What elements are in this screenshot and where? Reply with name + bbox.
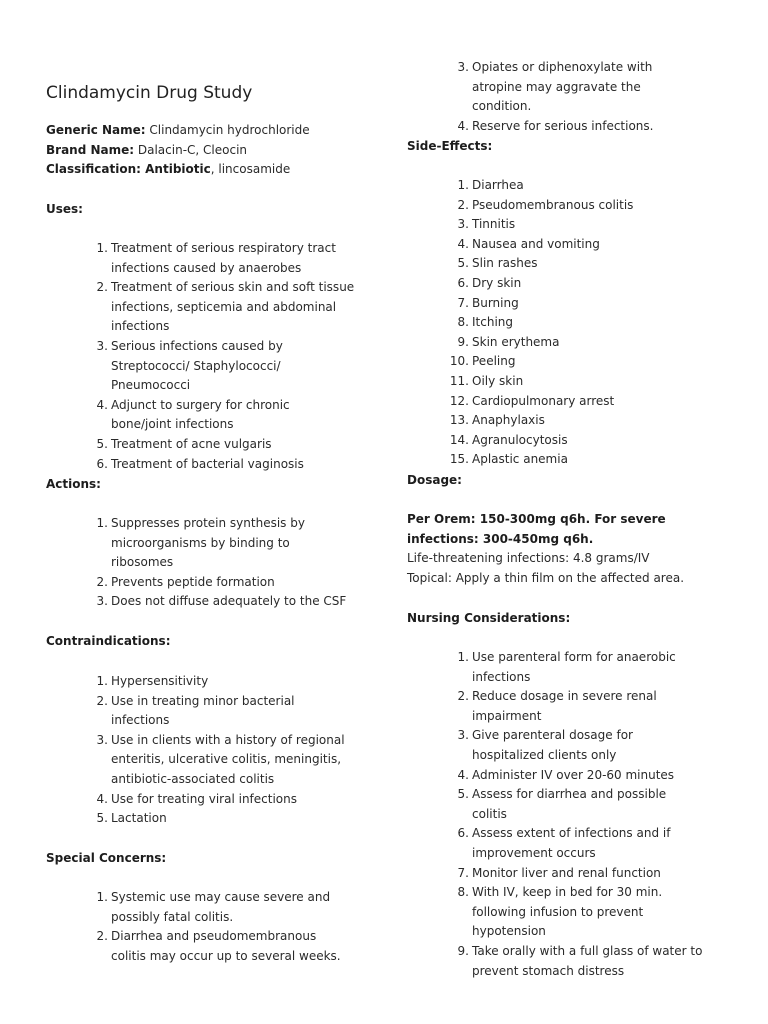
generic-name-value: Clindamycin hydrochloride bbox=[145, 123, 310, 137]
special-concerns-list-b bbox=[407, 58, 722, 136]
list-item: 2 . Diarrhea and pseudomembranous colitis may occur up to several weeks. bbox=[46, 927, 361, 966]
uses-heading: Uses: bbox=[46, 202, 83, 216]
special-concerns-heading: Special Concerns: bbox=[46, 851, 167, 865]
actions-list bbox=[46, 514, 371, 612]
list-item: 6 . Treatment of bacterial vaginosis bbox=[46, 455, 371, 475]
list-item: 8 . With IV, keep in bed for 30 min. following infusion to prevent hypotension bbox=[407, 883, 722, 942]
list-item: 7 . Monitor liver and renal function bbox=[407, 864, 722, 884]
list-item: 2 . Reduce dosage in severe renal impairment bbox=[407, 687, 722, 726]
list-item: 1 . Treatment of serious respiratory tract infections caused by anaerobes bbox=[46, 239, 371, 278]
contraindications-list bbox=[46, 672, 371, 829]
generic-name-label: Generic Name: bbox=[46, 123, 146, 137]
list-item: 10 . Peeling bbox=[407, 352, 633, 372]
list-item: 8 . Itching bbox=[407, 313, 633, 333]
generic-name-line bbox=[46, 121, 310, 141]
special-concerns-list-a bbox=[46, 888, 361, 966]
dosage-per-orem-line1: Per Orem: 150-300mg q6h. For severe bbox=[407, 512, 666, 526]
list-item: 4 . Administer IV over 20-60 minutes bbox=[407, 766, 722, 786]
list-item: 4 . Nausea and vomiting bbox=[407, 235, 633, 255]
classification-label: Classification: bbox=[46, 162, 141, 176]
list-item: 7 . Burning bbox=[407, 294, 633, 314]
list-item: 1 . Diarrhea bbox=[407, 176, 633, 196]
list-item: 4 . Use for treating viral infections bbox=[46, 790, 371, 810]
list-item: 2 . Pseudomembranous colitis bbox=[407, 196, 633, 216]
list-item: 3 . Does not diffuse adequately to the CSF bbox=[46, 592, 371, 612]
list-item: 5 . Lactation bbox=[46, 809, 371, 829]
dosage-per-orem-line2: infections: 300-450mg q6h. bbox=[407, 532, 594, 546]
list-item: 13 . Anaphylaxis bbox=[407, 411, 633, 431]
brand-name-value: Dalacin-C, Cleocin bbox=[134, 143, 248, 157]
list-item: 3 . Tinnitis bbox=[407, 215, 633, 235]
list-item: 12 . Cardiopulmonary arrest bbox=[407, 392, 633, 412]
dosage-heading: Dosage: bbox=[407, 473, 462, 487]
list-item: 6 . Dry skin bbox=[407, 274, 633, 294]
list-item: 5 . Assess for diarrhea and possible colitis bbox=[407, 785, 722, 824]
list-item: 1 . Systemic use may cause severe and possibly fatal colitis. bbox=[46, 888, 361, 927]
list-item: 4 . Reserve for serious infections. bbox=[407, 117, 722, 137]
list-item: 3 . Opiates or diphenoxylate with atropine may aggravate the condition. bbox=[407, 58, 722, 117]
list-item: 9 . Skin erythema bbox=[407, 333, 633, 353]
list-item: 1 . Use parenteral form for anaerobic infections bbox=[407, 648, 722, 687]
list-item: 3 . Give parenteral dosage for hospitalized clients only bbox=[407, 726, 722, 765]
nursing-list bbox=[407, 648, 722, 981]
nursing-heading: Nursing Considerations: bbox=[407, 611, 571, 625]
uses-list bbox=[46, 239, 371, 474]
list-item: 15 . Aplastic anemia bbox=[407, 450, 633, 470]
dosage-topical: Topical: Apply a thin film on the affected area. bbox=[407, 571, 685, 585]
dosage-life-threatening: Life-threatening infections: 4.8 grams/IV bbox=[407, 551, 650, 565]
list-item: 5 . Slin rashes bbox=[407, 254, 633, 274]
list-item: 3 . Use in clients with a history of regional enteritis, ulcerative colitis, meningitis, antibiotic-associated colitis bbox=[46, 731, 371, 790]
list-item: 1 . Suppresses protein synthesis by microorganisms by binding to ribosomes bbox=[46, 514, 371, 573]
list-item: 4 . Adjunct to surgery for chronic bone/joint infections bbox=[46, 396, 371, 435]
list-item: 9 . Take orally with a full glass of water to prevent stomach distress bbox=[407, 942, 722, 981]
list-item: 2 . Use in treating minor bacterial infections bbox=[46, 692, 371, 731]
brand-name-line bbox=[46, 141, 247, 161]
list-item: 1 . Hypersensitivity bbox=[46, 672, 371, 692]
classification-line bbox=[46, 160, 290, 180]
classification-bold-value: Antibiotic bbox=[140, 162, 211, 176]
list-item: 11 . Oily skin bbox=[407, 372, 633, 392]
list-item: 2 . Prevents peptide formation bbox=[46, 573, 371, 593]
side-effects-list bbox=[407, 176, 633, 470]
side-effects-heading: Side-Effects: bbox=[407, 139, 493, 153]
classification-value: , lincosamide bbox=[210, 162, 291, 176]
actions-heading: Actions: bbox=[46, 477, 101, 491]
brand-name-label: Brand Name: bbox=[46, 143, 135, 157]
list-item: 5 . Treatment of acne vulgaris bbox=[46, 435, 371, 455]
page-title: Clindamycin Drug Study bbox=[46, 83, 253, 103]
list-item: 3 . Serious infections caused by Streptococci/ Staphylococci/ Pneumococci bbox=[46, 337, 371, 396]
contraindications-heading: Contraindications: bbox=[46, 634, 171, 648]
list-item: 2 . Treatment of serious skin and soft tissue infections, septicemia and abdominal infections bbox=[46, 278, 371, 337]
list-item: 14 . Agranulocytosis bbox=[407, 431, 633, 451]
list-item: 6 . Assess extent of infections and if improvement occurs bbox=[407, 824, 722, 863]
